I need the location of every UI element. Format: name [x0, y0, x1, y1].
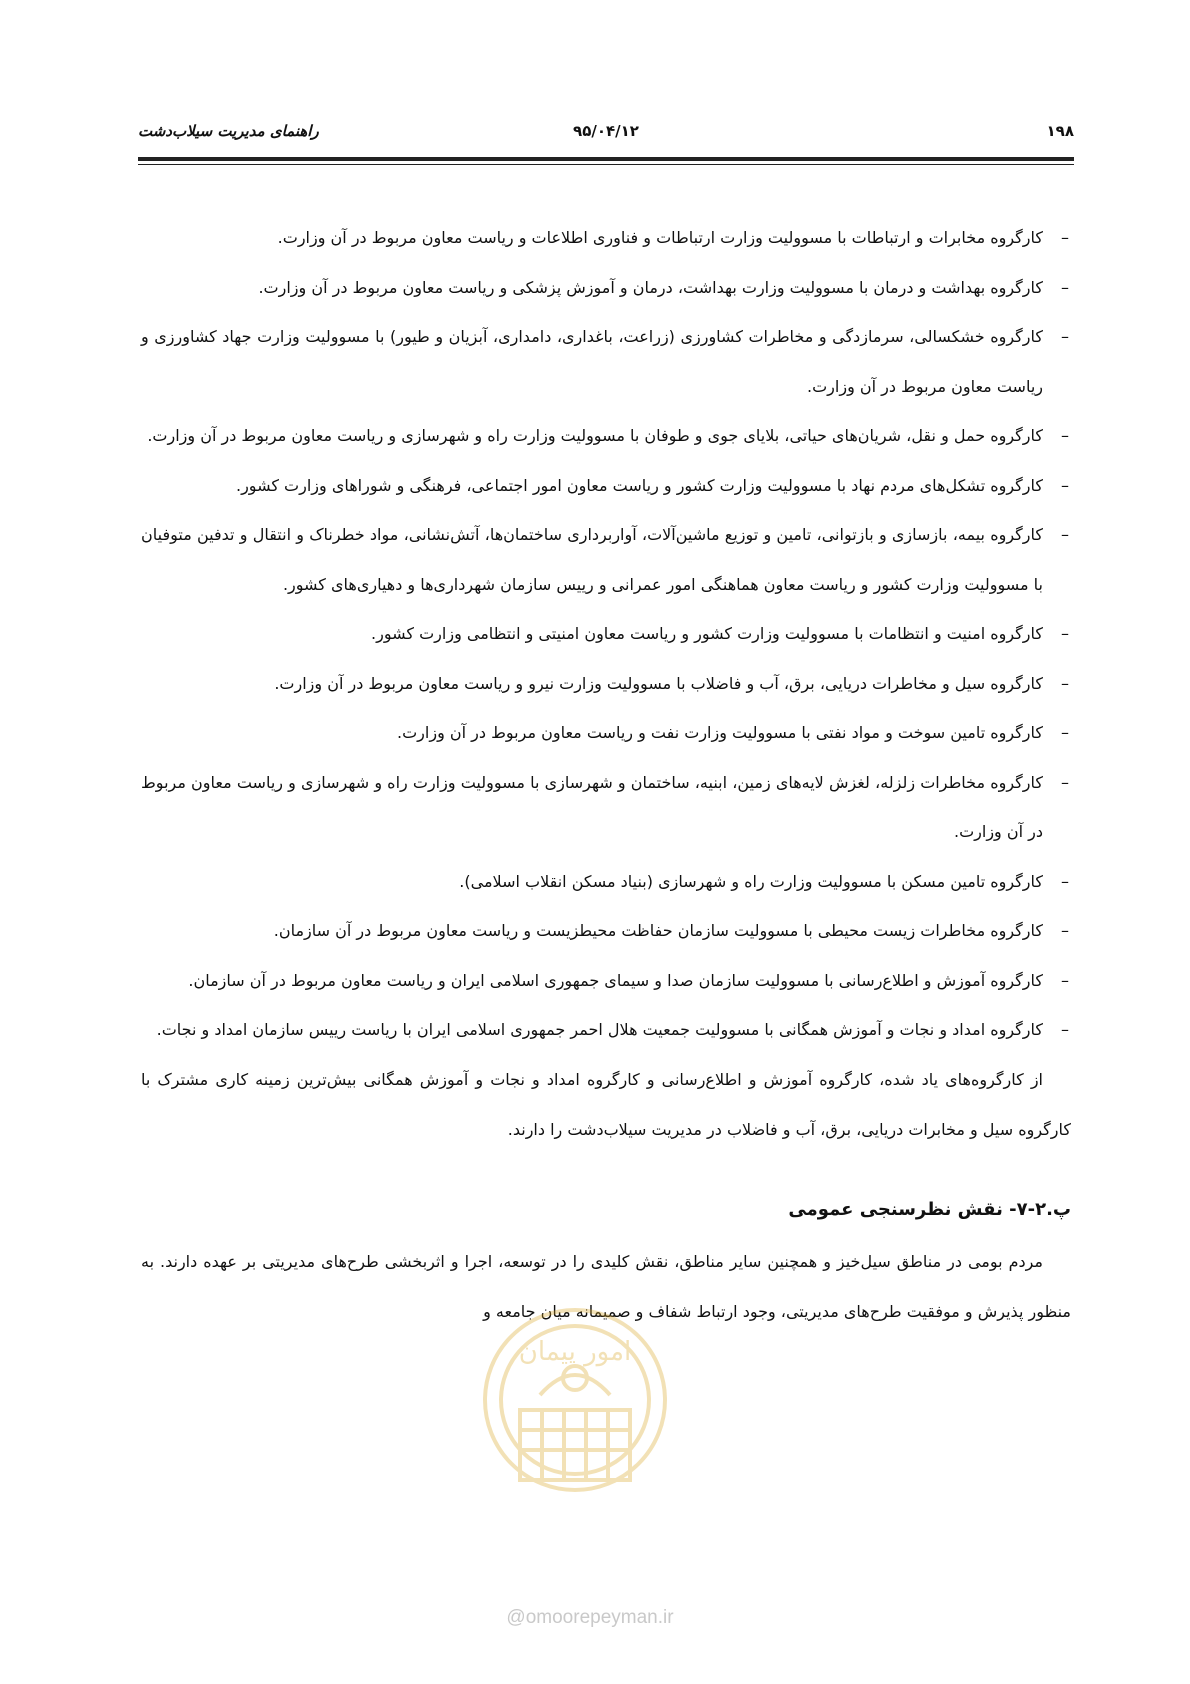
bullet-dash: –	[1061, 525, 1069, 544]
list-item-text: کارگروه تشکل‌های مردم نهاد با مسوولیت وزارت کشور و ریاست معاون امور اجتماعی، فرهنگی و شوراهای وزارت کشور.	[235, 475, 1043, 495]
list-item-text: کارگروه خشکسالی، سرمازدگی و مخاطرات کشاورزی (زراعت، باغداری، دامداری، آبزیان و طیور) با مسوولیت وزارت جهاد کشاورزی و ریاست معاون مربوط در آن وزارت.	[141, 327, 1043, 396]
list-item-text: کارگروه امنیت و انتظامات با مسوولیت وزارت کشور و ریاست معاون امنیتی و انتظامی وزارت کشور.	[371, 624, 1043, 643]
bullet-dash: –	[1061, 871, 1069, 891]
list-item	[141, 312, 1071, 411]
list-item-text: کارگروه آموزش و اطلاع‌رسانی با مسوولیت سازمان صدا و سیمای جمهوری اسلامی ایران و ریاست معاون مربوط در آن سازمان.	[188, 970, 1043, 990]
list-item-text: کارگروه بهداشت و درمان با مسوولیت وزارت بهداشت، درمان و آموزش پزشکی و ریاست معاون مربوط در آن وزارت.	[258, 277, 1043, 297]
bullet-dash: –	[1061, 723, 1069, 742]
bullet-dash: –	[1061, 228, 1069, 247]
list-item-text: کارگروه تامین مسکن با مسوولیت وزارت راه و شهرسازی (بنیاد مسکن انقلاب اسلامی).	[459, 871, 1043, 891]
bullet-dash: –	[1061, 327, 1069, 346]
header-date: ۹۵/۰۴/۱۲	[573, 122, 639, 140]
list-item	[141, 659, 1071, 709]
bullet-dash: –	[1061, 475, 1069, 495]
bullet-dash: –	[1061, 921, 1069, 940]
running-header	[138, 122, 1074, 146]
list-item	[141, 906, 1071, 956]
page-number: ۱۹۸	[1046, 122, 1074, 140]
list-item	[141, 411, 1071, 461]
bullet-dash: –	[1061, 426, 1069, 445]
list-item-text: کارگروه مخابرات و ارتباطات با مسوولیت وزارت ارتباطات و فناوری اطلاعات و ریاست معاون مربوط در آن وزارت.	[277, 228, 1043, 247]
bullet-dash: –	[1061, 1020, 1069, 1039]
list-item	[141, 213, 1071, 263]
list-item-text: کارگروه حمل و نقل، شریان‌های حیاتی، بلایای جوی و طوفان با مسوولیت وزارت راه و شهرسازی و ریاست معاون مربوط در آن وزارت.	[147, 426, 1043, 445]
book-title: راهنمای مدیریت سیلاب‌دشت	[138, 122, 319, 140]
bullet-dash: –	[1061, 277, 1069, 297]
list-item-text: کارگروه سیل و مخاطرات دریایی، برق، آب و فاضلاب با مسوولیت وزارت نیرو و ریاست معاون مربوط در آن وزارت.	[274, 673, 1043, 693]
list-item	[141, 708, 1071, 758]
list-item	[141, 263, 1071, 313]
bullet-dash: –	[1061, 772, 1069, 792]
header-rule-thick	[138, 157, 1074, 161]
list-item-text: کارگروه بیمه، بازسازی و بازتوانی، تامین و توزیع ماشین‌آلات، آواربرداری ساختمان‌ها، آتش‌نشانی، مواد خطرناک و انتقال و تدفین متوفیان با مسوولیت وزارت کشور و ریاست معاون هماهنگی امور عمرانی و رییس سازمان شهرداری‌ها و دهیاری‌های کشور.	[141, 525, 1043, 594]
bullet-dash: –	[1061, 624, 1069, 643]
watermark-url: @omoorepeyman.ir	[506, 1607, 674, 1628]
list-item	[141, 510, 1071, 609]
list-item-text: کارگروه تامین سوخت و مواد نفتی با مسوولیت وزارت نفت و ریاست معاون مربوط در آن وزارت.	[397, 723, 1043, 742]
header-rule-thin	[138, 164, 1074, 165]
list-item	[141, 609, 1071, 659]
section-heading: پ.۲-۷- نقش نظرسنجی عمومی	[788, 1198, 1071, 1220]
committee-list	[141, 213, 1071, 1055]
list-item	[141, 857, 1071, 907]
bullet-dash: –	[1061, 673, 1069, 693]
page-content	[141, 213, 1071, 1337]
section-paragraph: مردم بومی در مناطق سیل‌خیز و همچنین سایر مناطق، نقش کلیدی را در توسعه، اجرا و اثربخشی طرح‌های مدیریتی بر عهده دارند. به منظور پذیرش و موفقیت طرح‌های مدیریتی، وجود ارتباط شفاف و صمیمانه میان جامعه و	[141, 1251, 1071, 1321]
list-item-text: کارگروه مخاطرات زلزله، لغزش لایه‌های زمین، ابنیه، ساختمان و شهرسازی با مسوولیت وزارت راه و شهرسازی و ریاست معاون مربوط در آن وزارت.	[141, 772, 1043, 841]
list-item	[141, 1005, 1071, 1055]
watermark-logo-icon	[470, 1300, 680, 1540]
list-item	[141, 956, 1071, 1006]
list-item-text: کارگروه امداد و نجات و آموزش همگانی با مسوولیت جمعیت هلال احمر جمهوری اسلامی ایران با ریاست رییس سازمان امداد و نجات.	[156, 1020, 1043, 1039]
bullet-dash: –	[1061, 970, 1069, 990]
list-item	[141, 758, 1071, 857]
list-item	[141, 461, 1071, 511]
list-item-text: کارگروه مخاطرات زیست محیطی با مسوولیت سازمان حفاظت محیطزیست و ریاست معاون مربوط در آن سازمان.	[273, 921, 1043, 940]
summary-paragraph: از کارگروه‌های یاد شده، کارگروه آموزش و اطلاع‌رسانی و کارگروه امداد و نجات و آموزش همگانی بیش‌ترین زمینه کاری مشترک با کارگروه سیل و مخابرات دریایی، برق، آب و فاضلاب در مدیریت سیلاب‌دشت را دارند.	[141, 1069, 1071, 1139]
watermark-emblem-text: امور پیمان	[518, 1337, 632, 1367]
